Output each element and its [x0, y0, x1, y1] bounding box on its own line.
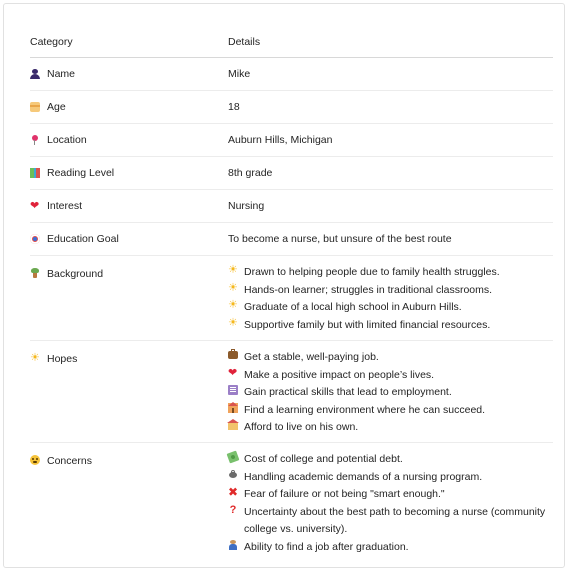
table-row-interest [30, 190, 553, 223]
table-row-education-goal [30, 223, 553, 256]
pushpin-icon [30, 135, 40, 145]
row-value-location: Auburn Hills, Michigan [228, 134, 333, 146]
row-label-age: Age [47, 101, 66, 113]
list-item: ❤ Make a positive impact on people’s lives. [228, 366, 435, 381]
sun-icon: ☀ [228, 316, 238, 329]
list-item: Handling academic demands of a nursing program. [228, 469, 553, 487]
book-icon [228, 385, 238, 395]
row-label-interest: Interest [47, 200, 83, 212]
list-item: Gain practical skills that lead to employment. [228, 384, 553, 402]
persona-table [30, 26, 553, 563]
seedling-icon [30, 268, 40, 278]
list-item: ☀ Supportive family but with limited financial resources. [228, 316, 491, 331]
sun-icon: ☀ [30, 352, 40, 364]
sun-icon: ☀ [228, 299, 238, 311]
row-label-name: Name [47, 68, 76, 80]
sun-icon: ☀ [228, 264, 238, 276]
graduate-icon [228, 540, 238, 550]
list-item: ☀ Drawn to helping people due to family health struggles. [228, 264, 500, 278]
persona-card [3, 3, 565, 568]
row-value-age: 18 [228, 101, 240, 113]
house-icon [228, 422, 238, 430]
money-icon [227, 451, 240, 464]
birthday-cake-icon [30, 102, 40, 112]
table-row-age [30, 91, 553, 124]
table-row-background [30, 256, 553, 341]
list-item: ✖ Fear of failure or not being "smart enough." [228, 485, 445, 500]
header-details: Details [228, 35, 261, 48]
question-mark-icon: ? [229, 503, 237, 516]
row-label-location: Location [47, 134, 87, 146]
row-label-education-goal: Education Goal [47, 233, 119, 245]
row-value-name: Mike [228, 68, 251, 80]
heart-icon: ❤ [30, 200, 40, 212]
table-row-location [30, 124, 553, 157]
table-row-hopes [30, 341, 553, 443]
header-category: Category [30, 35, 73, 48]
row-value-education-goal: To become a nurse, but unsure of the best route [228, 233, 452, 245]
sun-icon: ☀ [228, 281, 238, 294]
person-icon [30, 69, 40, 79]
list-item: ? Uncertainty about the best path to becoming a nurse (community college vs. university). [229, 503, 546, 535]
target-icon [30, 234, 40, 244]
table-header [30, 26, 553, 58]
list-item: Cost of college and potential debt. [228, 451, 553, 469]
row-value-reading-level: 8th grade [228, 167, 273, 179]
list-item: Get a stable, well-paying job. [228, 349, 553, 367]
table-row-reading-level [30, 157, 553, 190]
table-row-name [30, 58, 553, 91]
cross-mark-icon: ✖ [228, 485, 239, 499]
row-label-concerns: Concerns [47, 455, 92, 467]
worried-face-icon [30, 455, 40, 465]
table-row-concerns [30, 443, 553, 563]
list-item: ☀ Hands-on learner; struggles in traditional classrooms. [228, 281, 493, 296]
list-item: Afford to live on his own. [228, 419, 553, 437]
briefcase-icon [228, 351, 238, 359]
list-item: Find a learning environment where he can succeed. [228, 402, 553, 420]
weightlifter-icon [228, 470, 238, 480]
list-item: ☀ Graduate of a local high school in Auburn Hills. [228, 299, 462, 313]
heart-icon: ❤ [228, 366, 238, 379]
school-icon [228, 403, 238, 413]
books-icon [30, 168, 40, 178]
row-label-reading-level: Reading Level [47, 167, 115, 179]
list-item: Ability to find a job after graduation. [228, 539, 553, 557]
row-value-interest: Nursing [228, 200, 265, 212]
row-label-background: Background [47, 268, 104, 280]
row-label-hopes: Hopes [47, 353, 78, 365]
